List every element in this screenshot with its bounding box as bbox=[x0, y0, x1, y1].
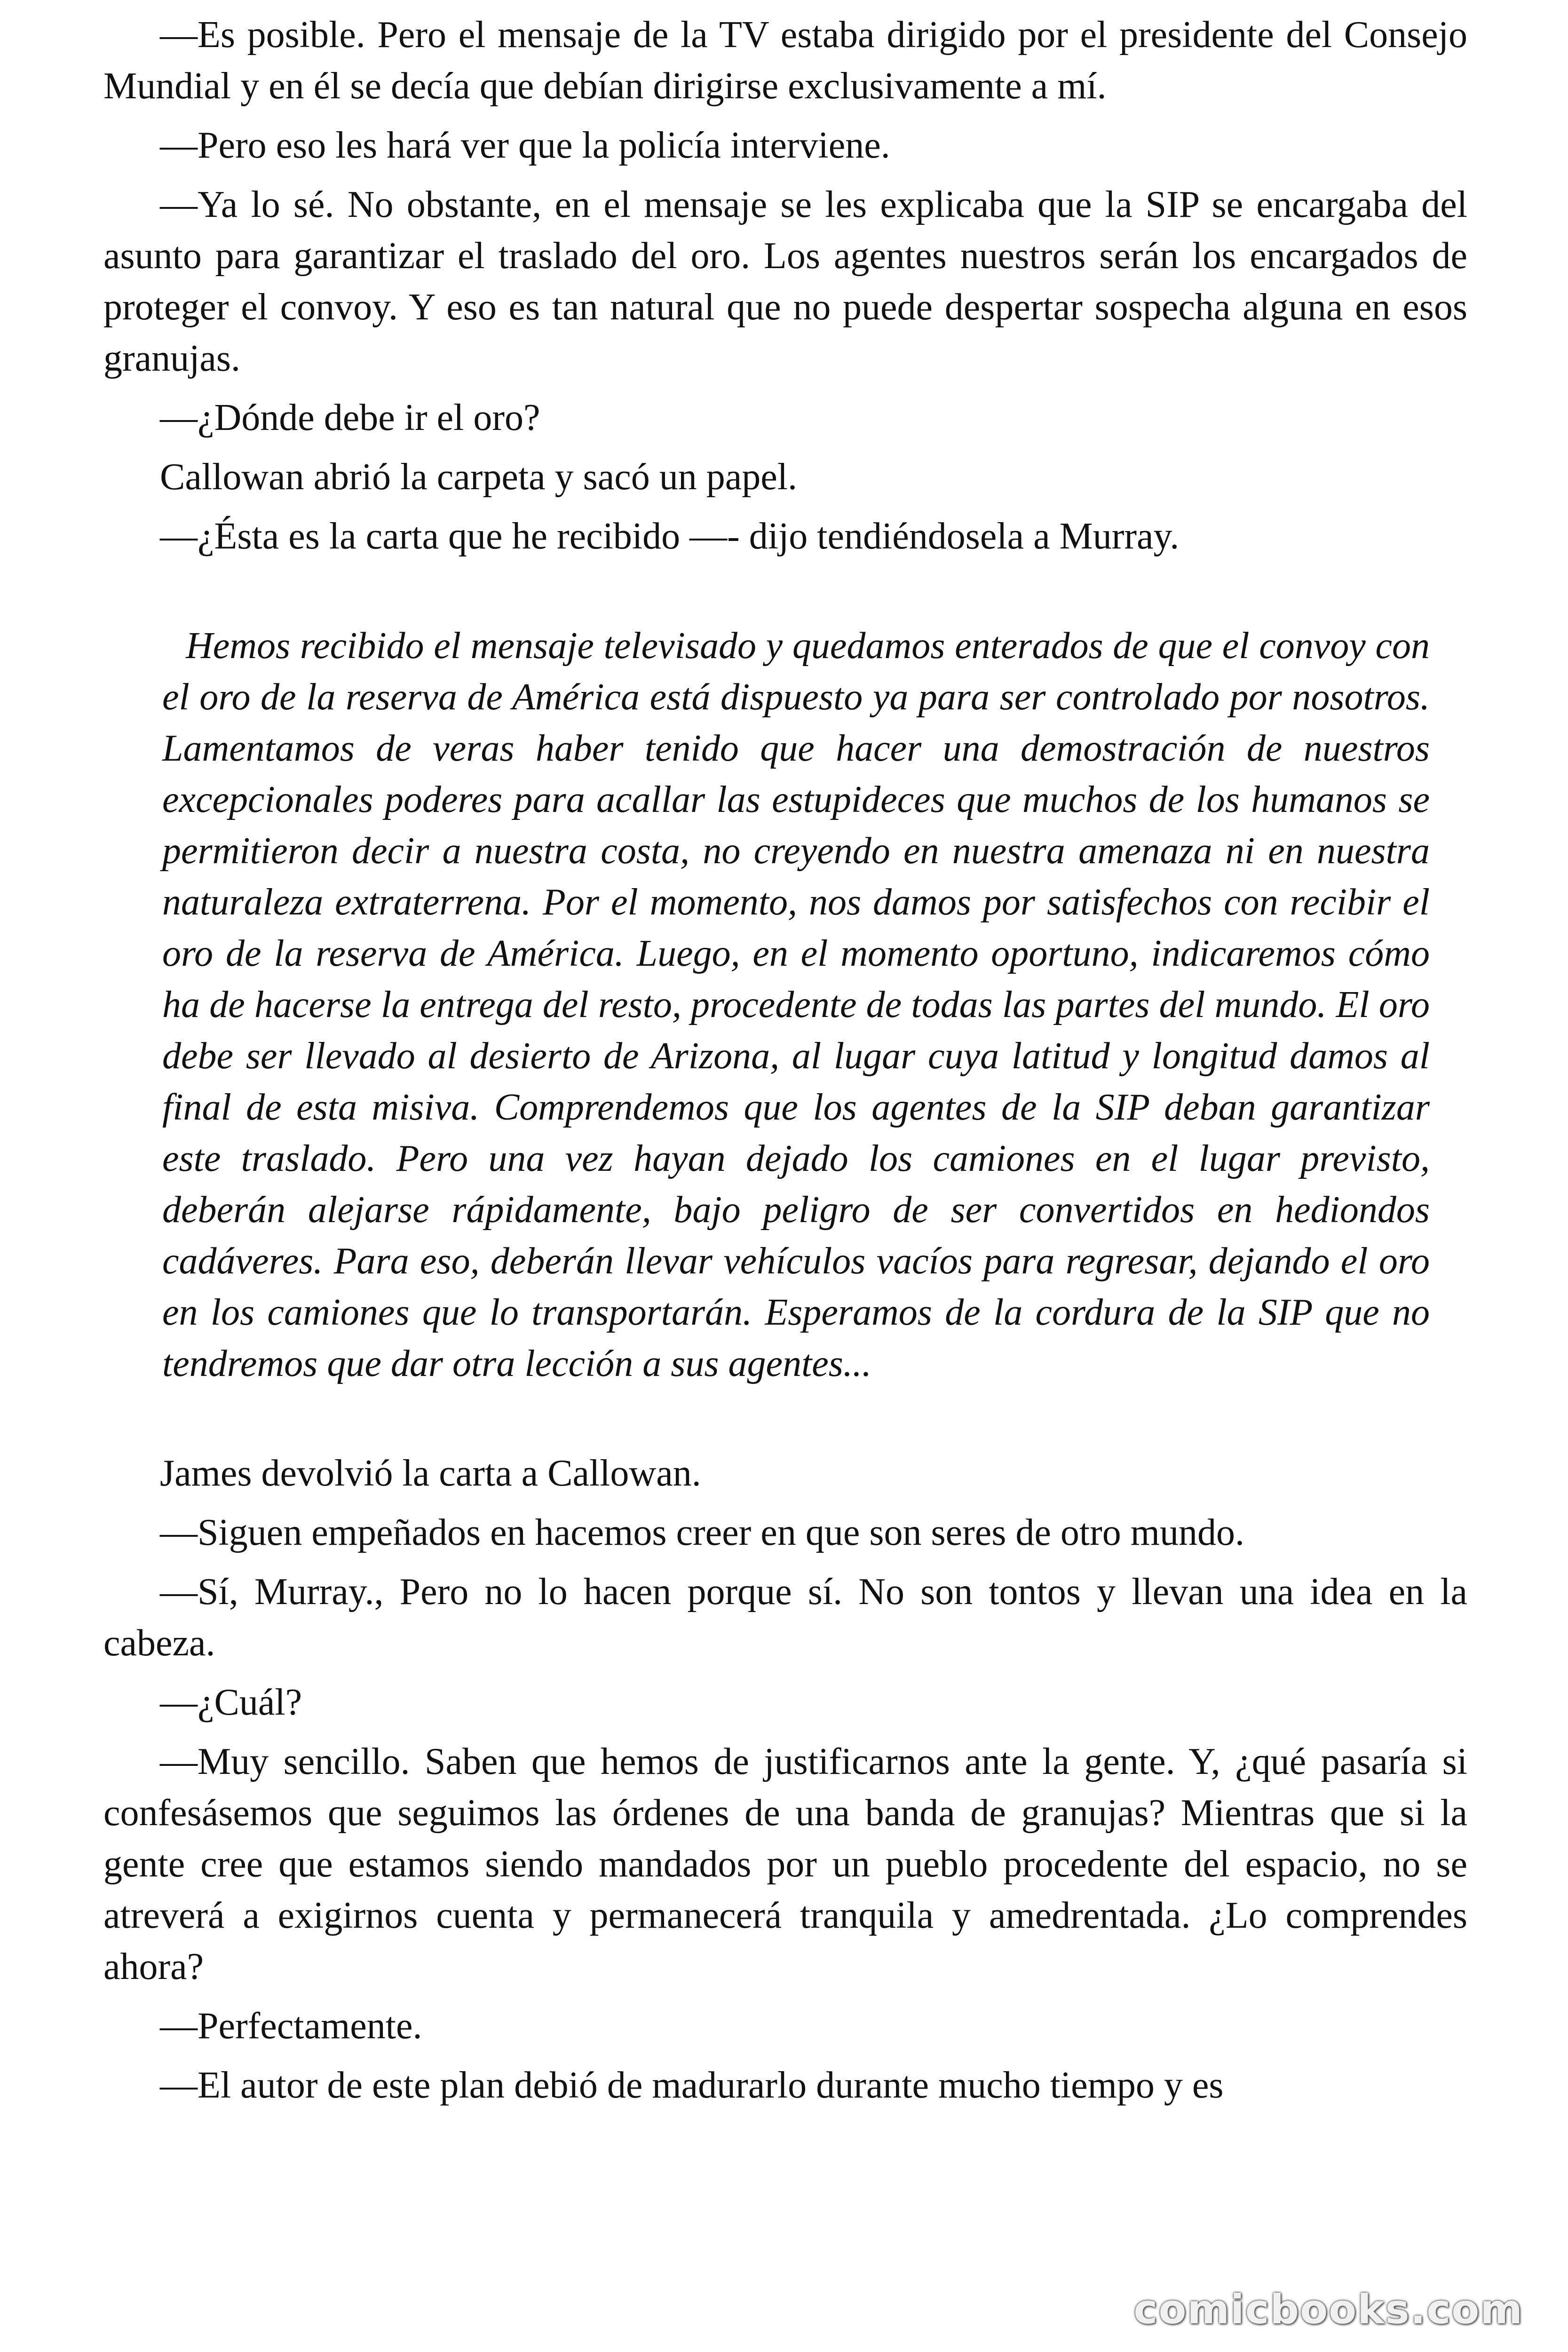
paragraph: —¿Dónde debe ir el oro? bbox=[160, 397, 540, 438]
paragraph: James devolvió la carta a Callowan. bbox=[160, 1453, 701, 1494]
paragraph: —El autor de este plan debió de madurarlo durante mucho tiempo y es bbox=[160, 2065, 1224, 2106]
paragraph: —Perfectamente. bbox=[160, 2005, 422, 2047]
paragraph: —Muy sencillo. Saben que hemos de justificarnos ante la gente. Y, ¿qué pasaría si confesásemos que seguimos las órdenes de una banda de granujas? Mientras que si la gente cree que estamos siendo mandados por un pueblo procedente del espacio, no se atreverá a exigirnos cuenta y permanecerá tranquila y amedrentada. ¿Lo comprendes ahora? bbox=[103, 1741, 1467, 1987]
paragraph: —Siguen empeñados en hacemos creer en que son seres de otro mundo. bbox=[160, 1512, 1244, 1553]
watermark: comicbooks.com bbox=[1133, 2286, 1523, 2333]
paragraph: —Sí, Murray., Pero no lo hacen porque sí. No son tontos y llevan una idea en la cabeza. bbox=[103, 1571, 1467, 1664]
paragraph: —¿Cuál? bbox=[160, 1682, 302, 1723]
paragraph: —Es posible. Pero el mensaje de la TV estaba dirigido por el presidente del Consejo Mundial y en él se decía que debían dirigirse exclusivamente a mí. bbox=[103, 14, 1467, 107]
paragraph: —Ya lo sé. No obstante, en el mensaje se les explicaba que la SIP se encargaba del asunto para garantizar el traslado del oro. Los agentes nuestros serán los encargados de proteger el convoy. Y eso es tan natural que no puede despertar sospecha alguna en esos granujas. bbox=[103, 184, 1467, 379]
page-body bbox=[103, 9, 1467, 2119]
letter-text: Hemos recibido el mensaje televisado y quedamos enterados de que el convoy con el oro de la reserva de América está dispuesto ya para ser controlado por nosotros. Lamentamos de veras haber tenido que hacer una demostración de nuestros excepcionales poderes para acallar las estupideces que muchos de los humanos se permitieron decir a nuestra costa, no creyendo en nuestra amenaza ni en nuestra naturaleza extraterrena. Por el momento, nos damos por satisfechos con recibir el oro de la reserva de América. Luego, en el momento oportuno, indicaremos cómo ha de hacerse la entrega del resto, procedente de todas las partes del mundo. El oro debe ser llevado al desierto de Arizona, al lugar cuya latitud y longitud damos al final de esta misiva. Comprendemos que los agentes de la SIP deban garantizar este traslado. Pero una vez hayan dejado los camiones en el lugar previsto, deberán alejarse rápidamente, bajo peligro de ser convertidos en hediondos cadáveres. Para eso, deberán llevar vehículos vacíos para regresar, dejando el oro en los camiones que lo transportarán. Esperamos de la cordura de la SIP que no tendremos que dar otra lección a sus agentes... bbox=[162, 625, 1430, 1384]
paragraph: —¿Ésta es la carta que he recibido —- dijo tendiéndosela a Murray. bbox=[160, 516, 1180, 557]
quoted-letter bbox=[103, 620, 1467, 1390]
paragraph: Callowan abrió la carpeta y sacó un papel. bbox=[160, 456, 797, 498]
paragraph: —Pero eso les hará ver que la policía interviene. bbox=[160, 125, 890, 166]
